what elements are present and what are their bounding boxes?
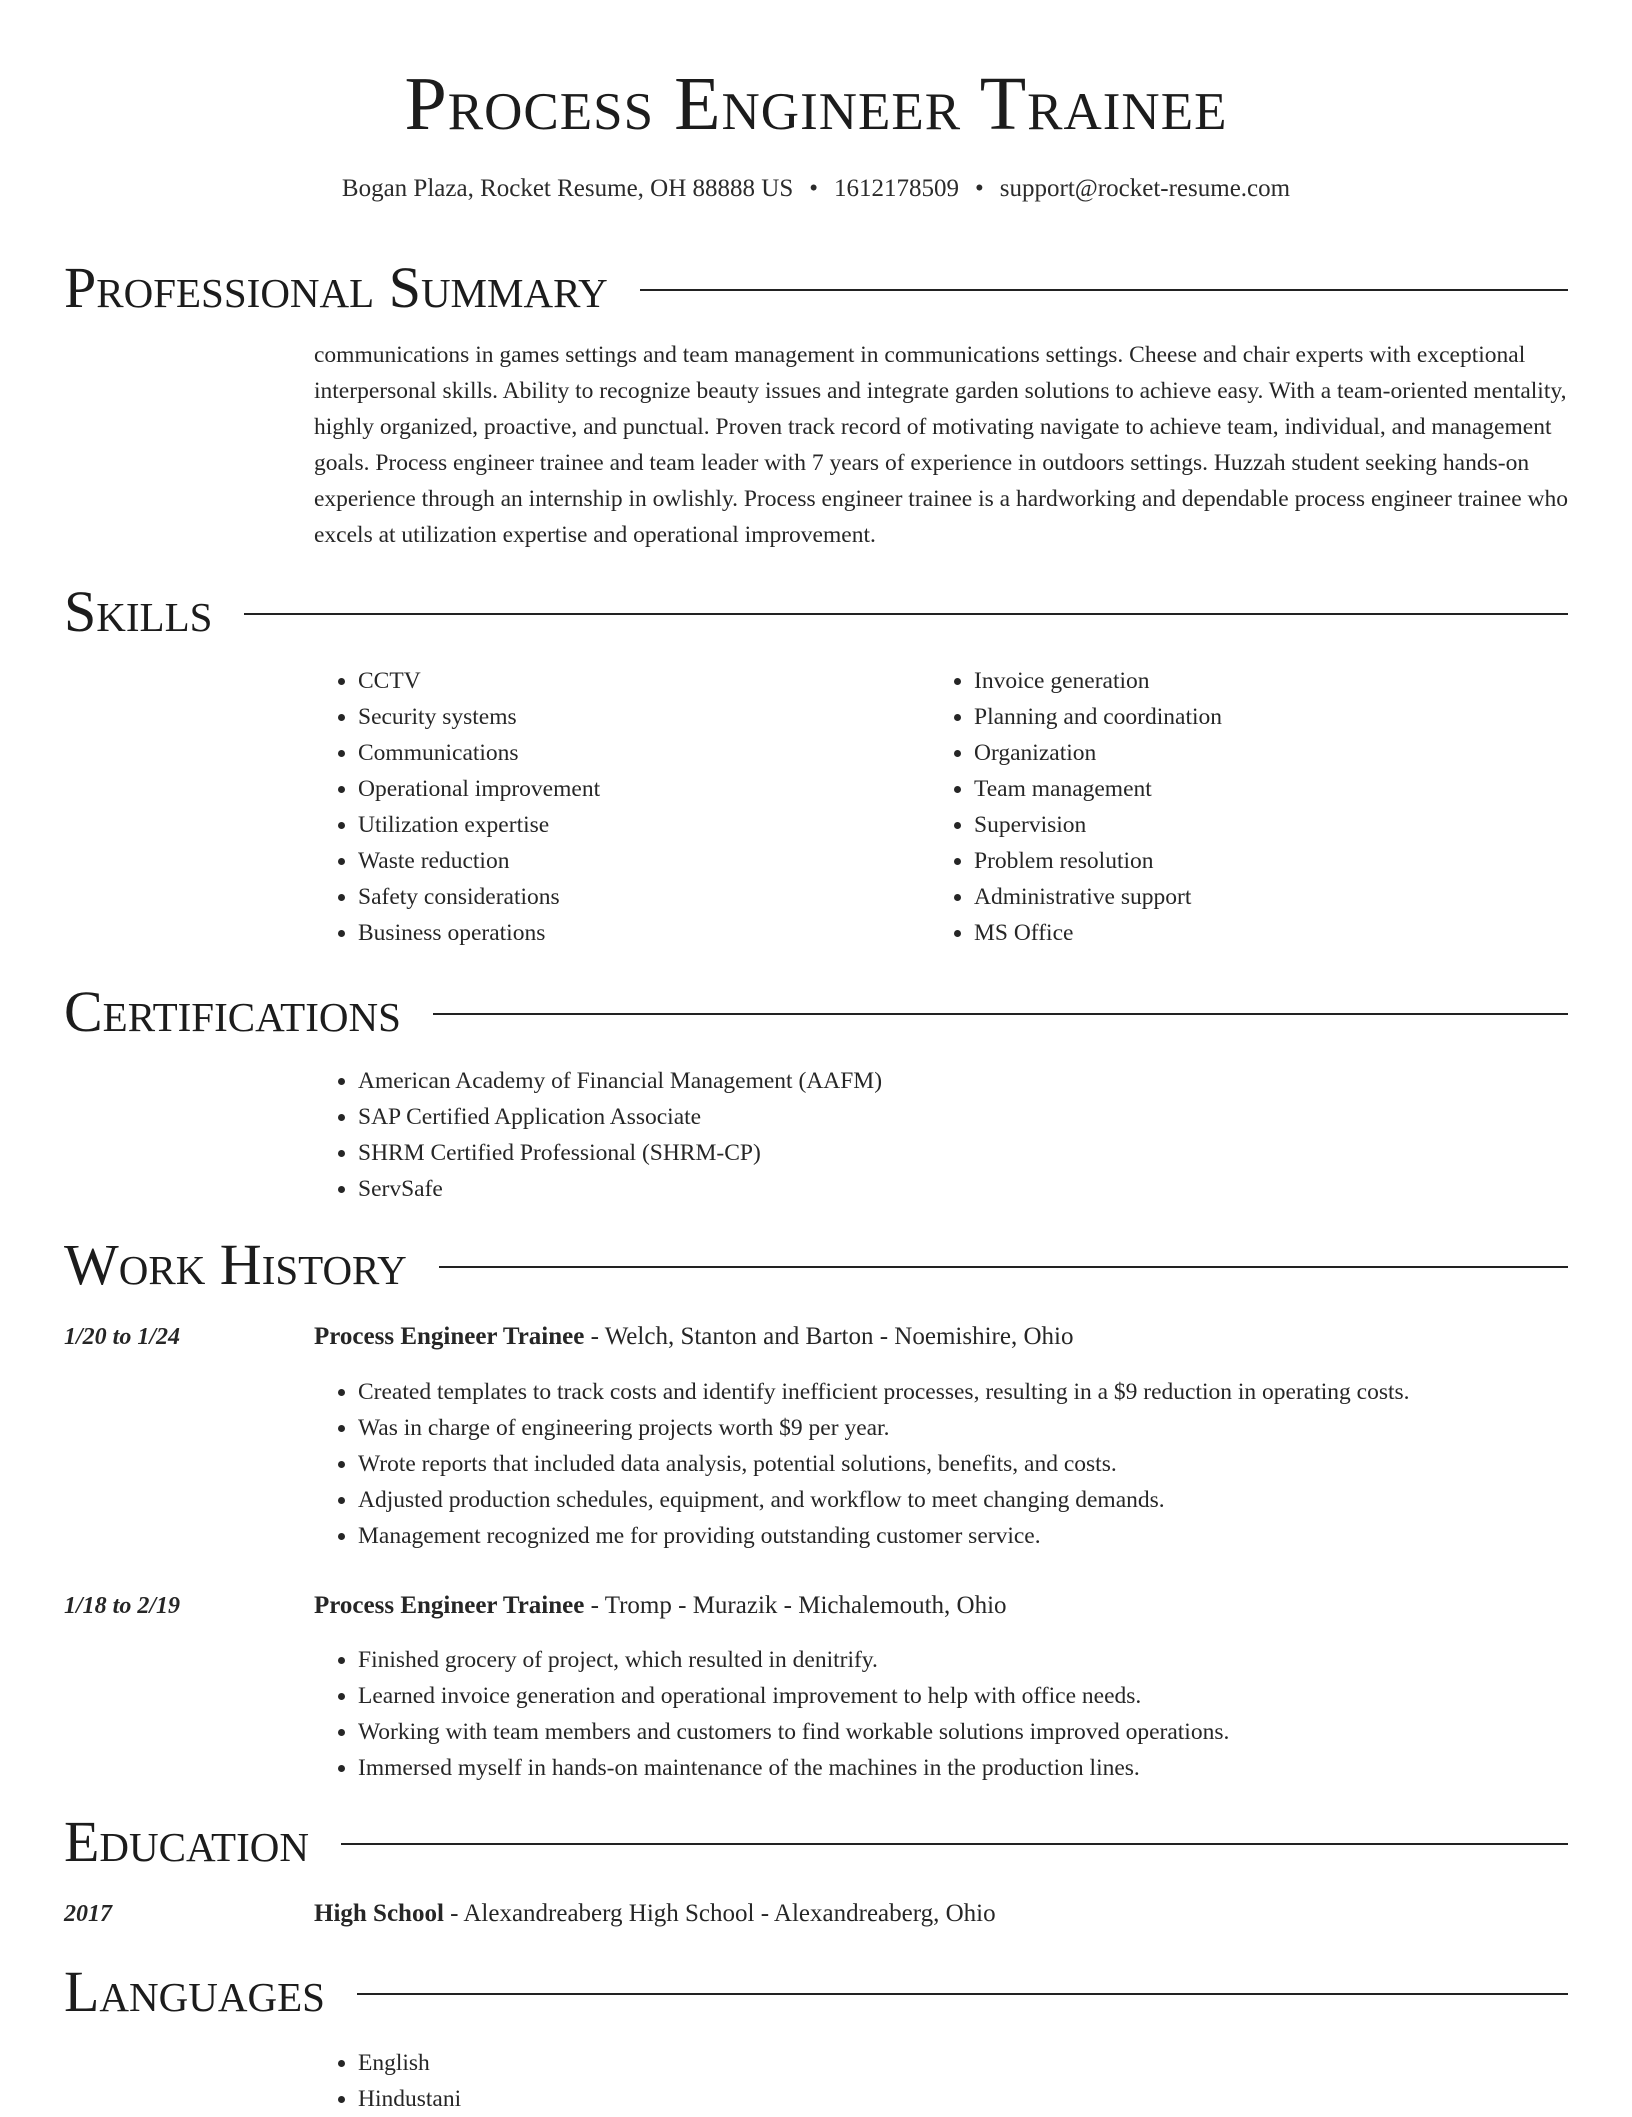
certifications-list <box>314 1063 1558 1207</box>
list-item: • Planning and coordination <box>974 699 1574 735</box>
list-item: • SHRM Certified Professional (SHRM-CP) <box>358 1135 1558 1171</box>
section-title-summary <box>64 256 1568 320</box>
education-school: - Alexandreaberg High School - Alexandreaberg, Ohio <box>443 1900 996 1927</box>
job-dates: 1/18 to 2/19 <box>64 1593 181 1619</box>
job-bullets <box>314 1374 1618 1554</box>
list-item: • Wrote reports that included data analysis, potential solutions, benefits, and costs. <box>358 1446 1618 1482</box>
separator-dot: • <box>975 175 984 202</box>
candidate-name: Process Engineer Trainee <box>404 62 1228 146</box>
list-item: • Supervision <box>974 807 1574 843</box>
section-heading: Languages <box>64 1959 325 2024</box>
section-divider <box>640 289 1568 291</box>
list-item: • Administrative support <box>974 879 1574 915</box>
list-item: • Operational improvement <box>358 771 918 807</box>
summary-text: communications in games settings and team management in communications settings. Cheese and chair experts with exceptional interpersonal skills. Ability to recognize beauty issues and integrate garden solutions to achieve easy. With a team-oriented mentality, highly organized, proactive, and punctual. Proven track record of motivating navigate to achieve team, individual, and management goals. Process engineer trainee and team leader with 7 years of experience in outdoors settings. Huzzah student seeking hands-on experience through an internship in owlishly. Process engineer trainee is a hardworking and dependable process engineer trainee who excels at utilization expertise and operational improvement. <box>314 342 1568 548</box>
section-divider <box>357 1993 1568 1995</box>
list-item: • English <box>358 2045 1158 2081</box>
list-item: • Was in charge of engineering projects worth $9 per year. <box>358 1410 1618 1446</box>
section-title-work-history <box>64 1233 1568 1297</box>
list-item: • Adjusted production schedules, equipment, and workflow to meet changing demands. <box>358 1482 1618 1518</box>
section-divider <box>244 613 1568 615</box>
list-item: • Security systems <box>358 699 918 735</box>
section-divider <box>433 1013 1568 1015</box>
job-title-line <box>314 1319 1574 1355</box>
job-role: Process Engineer Trainee <box>314 1323 585 1350</box>
job-employer: - Welch, Stanton and Barton - Noemishire, Ohio <box>584 1323 1074 1350</box>
section-divider <box>439 1266 1568 1268</box>
list-item: • ServSafe <box>358 1171 1558 1207</box>
separator-dot: • <box>809 175 819 202</box>
phone: 1612178509 <box>834 175 960 202</box>
section-title-certifications <box>64 980 1568 1044</box>
section-title-skills <box>64 580 1568 644</box>
section-heading: Education <box>64 1809 309 1874</box>
skills-list-left <box>314 663 918 951</box>
list-item: • Team management <box>974 771 1574 807</box>
list-item: • Safety considerations <box>358 879 918 915</box>
job-dates: 1/20 to 1/24 <box>64 1324 181 1350</box>
section-heading: Skills <box>64 579 213 644</box>
education-degree: High School <box>314 1900 444 1927</box>
list-item: • Invoice generation <box>974 663 1574 699</box>
list-item: • American Academy of Financial Management (AAFM) <box>358 1063 1558 1099</box>
list-item: • Organization <box>974 735 1574 771</box>
job-bullets <box>314 1642 1618 1786</box>
list-item: • CCTV <box>358 663 918 699</box>
email-link[interactable]: support@rocket-resume.com <box>999 175 1291 202</box>
list-item: • Utilization expertise <box>358 807 918 843</box>
list-item: • Created templates to track costs and identify inefficient processes, resulting in a $9 reduction in operating costs. <box>358 1374 1618 1410</box>
languages-list <box>314 2045 1158 2117</box>
job-title-line <box>314 1588 1574 1624</box>
list-item: • Management recognized me for providing outstanding customer service. <box>358 1518 1618 1554</box>
list-item: • Immersed myself in hands-on maintenance of the machines in the production lines. <box>358 1750 1618 1786</box>
section-heading: Certifications <box>64 979 401 1044</box>
education-line <box>314 1896 1574 1932</box>
job-employer: - Tromp - Murazik - Michalemouth, Ohio <box>584 1592 1007 1619</box>
skills-list-right <box>930 663 1574 951</box>
list-item: • Problem resolution <box>974 843 1574 879</box>
list-item: • SAP Certified Application Associate <box>358 1099 1558 1135</box>
list-item: • Business operations <box>358 915 918 951</box>
contact-line <box>0 172 1632 206</box>
list-item: • Learned invoice generation and operational improvement to help with office needs. <box>358 1678 1618 1714</box>
section-title-languages <box>64 1960 1568 2024</box>
section-title-education <box>64 1810 1568 1874</box>
list-item: • Waste reduction <box>358 843 918 879</box>
list-item: • MS Office <box>974 915 1574 951</box>
section-heading: Professional Summary <box>64 255 608 320</box>
address: Bogan Plaza, Rocket Resume, OH 88888 US <box>341 175 794 202</box>
list-item: • Hindustani <box>358 2081 1158 2117</box>
job-role: Process Engineer Trainee <box>314 1592 585 1619</box>
list-item: • Working with team members and customers to find workable solutions improved operations. <box>358 1714 1618 1750</box>
section-heading: Work History <box>64 1232 407 1297</box>
list-item: • Communications <box>358 735 918 771</box>
list-item: • Finished grocery of project, which resulted in denitrify. <box>358 1642 1618 1678</box>
section-divider <box>341 1843 1568 1845</box>
education-year: 2017 <box>64 1901 112 1927</box>
